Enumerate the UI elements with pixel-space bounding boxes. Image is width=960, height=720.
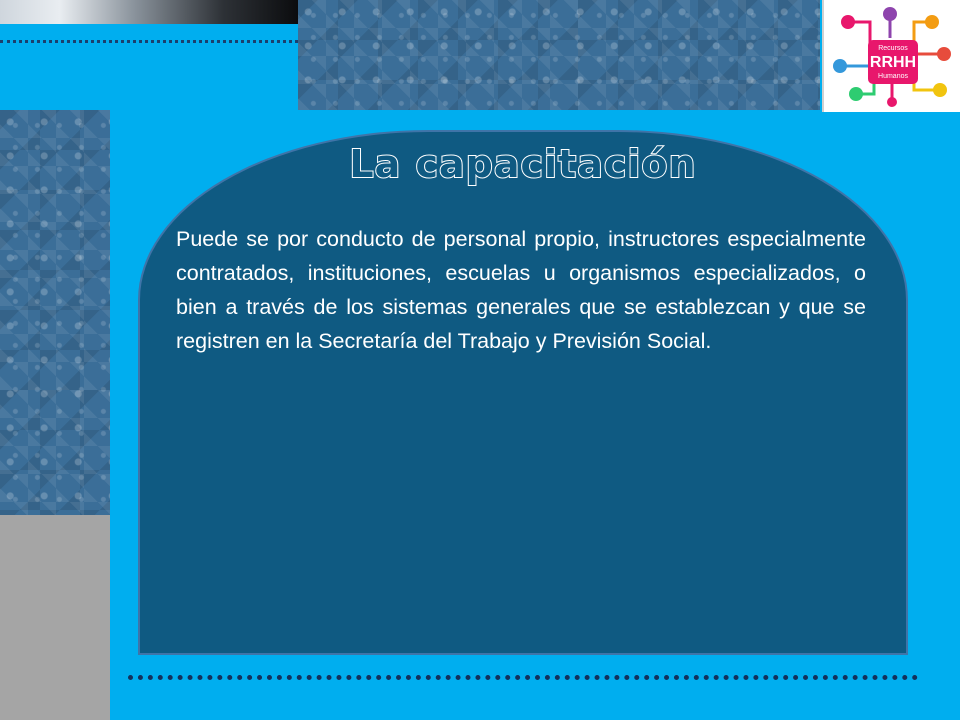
slide-body-text: Puede se por conducto de personal propio, instructores especialmente contratados, instituciones, escuelas u organismos especializados, o bien a través de los sistemas generales que se establezcan y que se registren en la Secretaría del Trabajo y Previsión Social. (176, 227, 866, 353)
top-pattern-banner (298, 0, 820, 110)
top-gradient-bar (0, 0, 298, 24)
bottom-dotted-divider (128, 675, 918, 680)
logo-line2: RRHH (869, 54, 917, 71)
slide-title: La capacitación (349, 142, 697, 186)
left-gray-panel (0, 515, 110, 720)
logo-box (822, 0, 960, 112)
logo-line3: Humanos (878, 73, 908, 80)
logo-line1: Recursos (878, 45, 908, 52)
content-card (138, 130, 908, 655)
left-blue-strip (110, 110, 138, 720)
rrhh-network-logo (830, 4, 956, 108)
top-dotted-divider (0, 40, 298, 43)
